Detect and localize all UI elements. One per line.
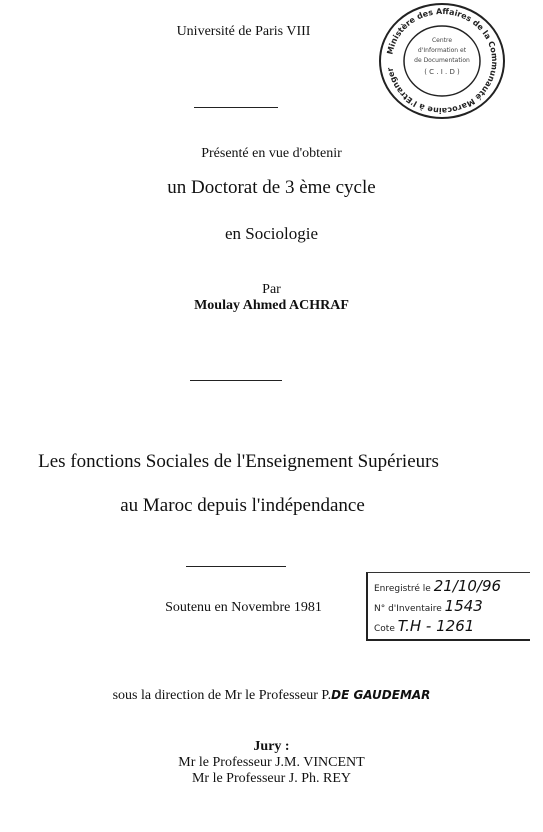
registered-date: 21/10/96 (433, 577, 502, 595)
jury-member: Mr le Professeur J. Ph. REY (191, 771, 352, 786)
supervision-text: sous la direction de Mr le Professeur P. (112, 688, 332, 703)
stamp-center-line: ( C . I . D ) (424, 68, 460, 76)
supervision-line (0, 688, 543, 704)
author-name: Moulay Ahmed ACHRAF (194, 298, 349, 313)
stamp-center-line: d'Information et (417, 47, 467, 54)
field-of-study: en Sociologie (224, 224, 318, 243)
divider-rule (190, 380, 282, 381)
stamp-center-line: Centre (431, 37, 453, 44)
intro-text: Présenté en vue d'obtenir (201, 146, 342, 161)
thesis-title-line-2: au Maroc depuis l'indépendance (120, 495, 365, 516)
divider-rule (186, 566, 286, 567)
inventory-label: N° d'Inventaire (374, 604, 442, 614)
degree-title: un Doctorat de 3 ème cycle (167, 177, 376, 198)
stamp-ring-text: Ministère des Affaires de la Communauté Marocaine à l'Etranger (385, 6, 500, 116)
thesis-title-line-1: Les fonctions Sociales de l'Enseignement Supérieurs (38, 451, 439, 472)
by-label: Par (262, 282, 281, 297)
jury-label: Jury : (253, 739, 290, 754)
supervisor-handwritten-name: DE GAUDEMAR (331, 688, 431, 702)
call-number-label: Cote (374, 624, 395, 634)
defense-date: Soutenu en Novembre 1981 (165, 600, 322, 615)
jury-member: Mr le Professeur J.M. VINCENT (178, 755, 365, 770)
registered-label: Enregistré le (374, 584, 431, 594)
stamp-center-line: de Documentation (414, 57, 470, 64)
inventory-number: 1543 (444, 597, 483, 615)
university-name: Université de Paris VIII (176, 24, 311, 39)
call-number: T.H - 1261 (397, 617, 475, 635)
library-stamp (376, 2, 508, 120)
divider-rule (194, 107, 278, 108)
